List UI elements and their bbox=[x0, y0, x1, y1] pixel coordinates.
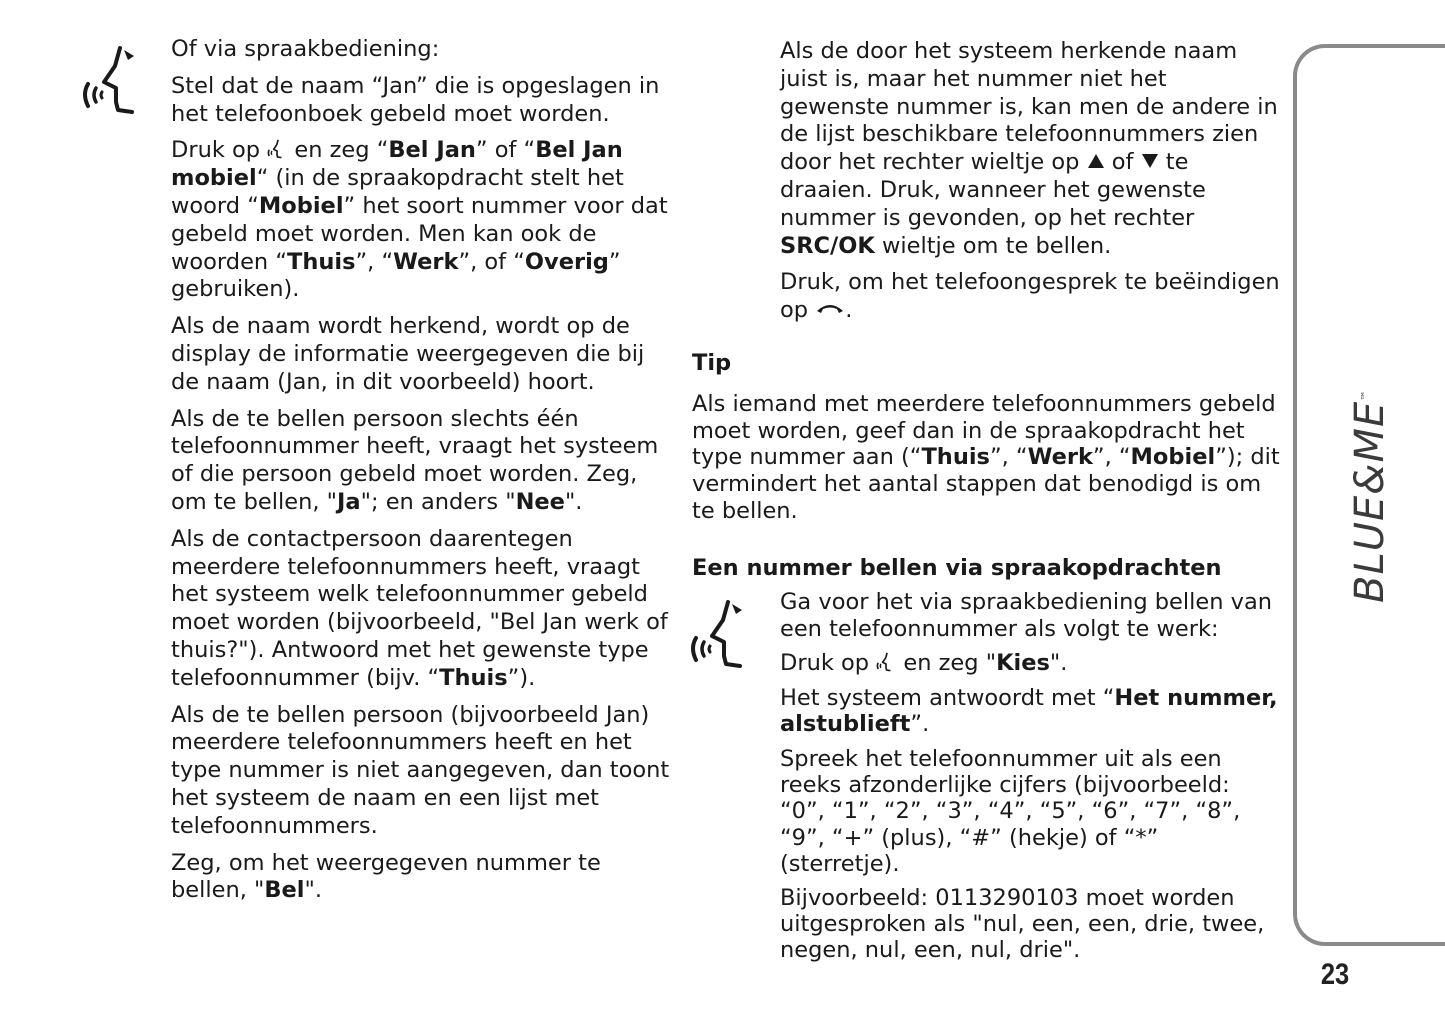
section-heading: Een nummer bellen via spraakopdrachten bbox=[692, 555, 1222, 581]
right-column bbox=[780, 38, 1280, 334]
arrow-down-icon bbox=[1141, 152, 1159, 170]
tip-text: Als iemand met meerdere telefoonnummers gebeld moet worden, geef dan in de spraakopdracht het type nummer aan (“Thuis”, “Werk”, “Mobiel”); dit vermindert het aantal stappen dat benodigd is om te bellen. bbox=[692, 390, 1280, 524]
paragraph-single-number: Als de te bellen persoon slechts één telefoonnummer heeft, vraagt het systeem of die persoon gebeld moet worden. Zeg, om te bellen, "Ja"; en anders "Nee". bbox=[171, 405, 659, 515]
paragraph-example: Stel dat de naam “Jan” die is opgeslagen in het telefoonboek gebeld moet worden. bbox=[171, 72, 660, 127]
paragraph-press-voice: Druk op en zeg “Bel Jan” of “Bel Jan mobiel“ (in de spraakopdracht stelt het woord “Mobiel” het soort nummer voor dat gebeld moet worden. Men kan ook de woorden “Thuis”, “Werk”, of “Overig” gebruiken). bbox=[171, 137, 668, 303]
tip-block bbox=[692, 350, 1282, 525]
paragraph-procedure: Ga voor het via spraakbediening bellen van een telefoonnummer als volgt te werk: bbox=[780, 589, 1273, 642]
paragraph-end-call: Druk, om het telefoongesprek te beëindigen op . bbox=[780, 269, 1280, 324]
voice-command-icon bbox=[80, 42, 152, 120]
voice-command-icon bbox=[267, 138, 287, 160]
voice-command-icon bbox=[688, 596, 760, 674]
section-body bbox=[780, 589, 1280, 972]
paragraph-example-number: Bijvoorbeeld: 0113290103 moet worden uitgesproken als "nul, een, een, drie, twee, negen, nul, een, nul, drie". bbox=[780, 884, 1265, 964]
left-column bbox=[171, 36, 671, 914]
arrow-up-icon bbox=[1087, 152, 1105, 170]
paragraph-press-kies: Druk op en zeg "Kies". bbox=[780, 650, 1068, 677]
paragraph-type-not-given: Als de te bellen persoon (bijvoorbeeld Jan) meerdere telefoonnummers heeft en het type nummer is niet aangegeven, dan toont het systeem de naam en een lijst met telefoonnummers. bbox=[171, 701, 670, 839]
voice-command-icon bbox=[876, 651, 896, 673]
paragraph-name-recognized: Als de naam wordt herkend, wordt op de display de informatie weergegeven die bij de naam (Jan, in dit voorbeeld) hoort. bbox=[171, 313, 645, 395]
paragraph-say-bel: Zeg, om het weergegeven nummer te bellen, "Bel". bbox=[171, 849, 601, 904]
paragraph-digits: Spreek het telefoonnummer uit als een reeks afzonderlijke cijfers (bijvoorbeeld: “0”, “1”, “2”, “3”, “4”, “5”, “6”, “7”, “8”, “9”, “+” (plus), “#” (hekje) of “*” (sterretje). bbox=[780, 745, 1241, 877]
hang-up-phone-icon bbox=[815, 301, 845, 315]
brand-logo: BLUE&ME™ bbox=[1347, 389, 1393, 603]
paragraph-system-reply: Het systeem antwoordt met “Het nummer, alstublieft”. bbox=[780, 684, 1278, 738]
tip-heading: Tip bbox=[692, 350, 732, 376]
paragraph-intro: Of via spraakbediening: bbox=[171, 36, 440, 62]
paragraph-select-number: Als de door het systeem herkende naam juist is, maar het nummer niet het gewenste nummer is, kan men de andere in de lijst beschikbare telefoonnummers zien door het rechter wieltje op of te draaien. Druk, wanneer het gewenste nummer is gevonden, op het rechter SRC/OK wieltje om te bellen. bbox=[780, 38, 1278, 259]
page-number: 23 bbox=[1320, 958, 1350, 991]
paragraph-multiple-numbers: Als de contactpersoon daarentegen meerdere telefoonnummers heeft, vraagt het systeem welk telefoonnummer gebeld moet worden (bijvoorbeeld, "Bel Jan werk of thuis?"). Antwoord met het gewenste type telefoonnummer (bijv. “Thuis”). bbox=[171, 525, 668, 691]
